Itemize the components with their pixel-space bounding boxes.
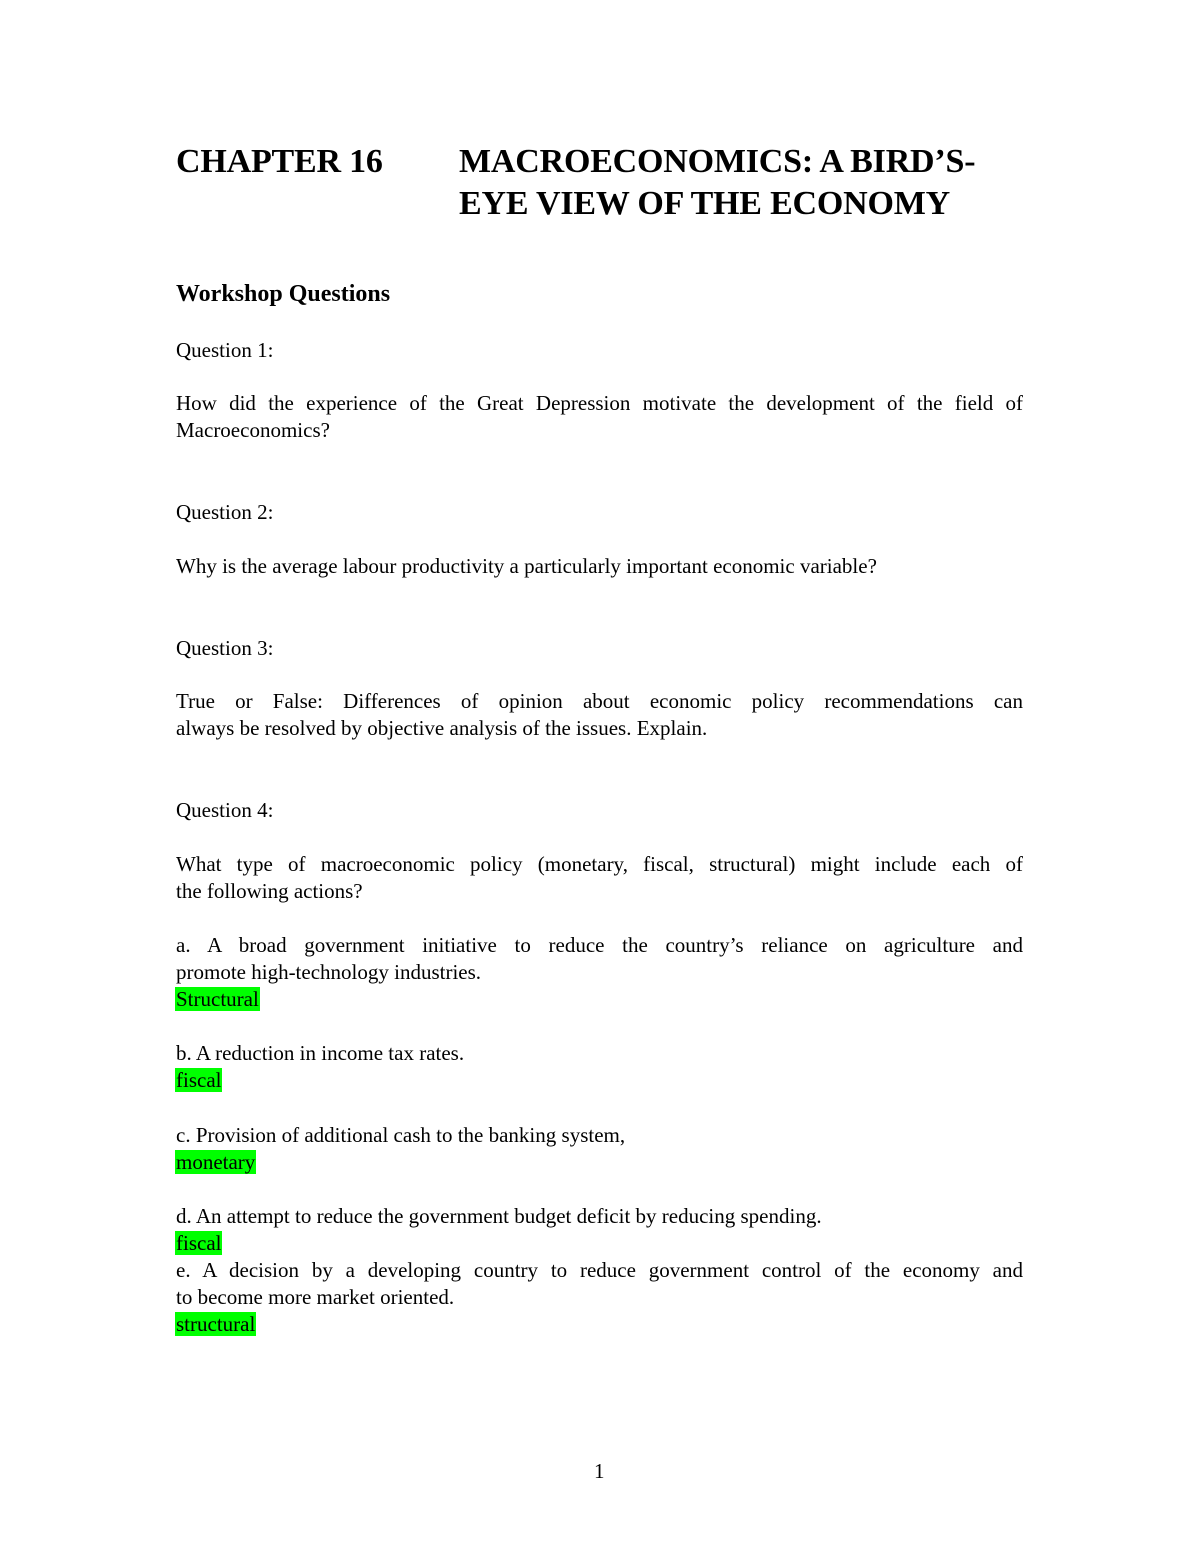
- question-2-label: Question 2:: [176, 500, 274, 524]
- item-e-text-line-1: e. A decision by a developing country to reduce government control of the economy and: [176, 1258, 1023, 1282]
- chapter-title-line-2: EYE VIEW OF THE ECONOMY: [459, 185, 951, 222]
- question-4-label: Question 4:: [176, 798, 274, 822]
- question-1-text-line-2: Macroeconomics?: [176, 418, 330, 442]
- question-3-label: Question 3:: [176, 636, 274, 660]
- item-c-answer: [175, 1149, 256, 1176]
- item-b-answer-highlight: fiscal: [176, 1068, 222, 1092]
- item-c-text-line-1: c. Provision of additional cash to the banking system,: [176, 1123, 626, 1147]
- item-a-answer: [175, 986, 260, 1013]
- chapter-title-line-1: MACROECONOMICS: A BIRD’S-: [459, 143, 976, 180]
- item-e-answer-highlight: structural: [176, 1312, 256, 1336]
- item-d-answer-highlight: fiscal: [176, 1231, 222, 1255]
- item-b-text-line-1: b. A reduction in income tax rates.: [176, 1041, 465, 1065]
- item-a-answer-highlight: Structural: [176, 987, 259, 1011]
- question-4-text-line-2: the following actions?: [176, 879, 363, 903]
- item-d-answer: [175, 1230, 222, 1257]
- item-c-answer-highlight: monetary: [176, 1150, 256, 1174]
- question-3-text-line-1: True or False: Differences of opinion about economic policy recommendations can: [176, 689, 1023, 713]
- item-b-answer: [175, 1067, 222, 1094]
- item-a-text-line-1: a. A broad government initiative to reduce the country’s reliance on agriculture and: [176, 933, 1023, 957]
- question-1-label: Question 1:: [176, 338, 274, 362]
- item-a-text-line-2: promote high-technology industries.: [176, 960, 482, 984]
- question-1-text-line-1: How did the experience of the Great Depression motivate the development of the field of: [176, 391, 1023, 415]
- question-2-text-line-1: Why is the average labour productivity a particularly important economic variable?: [176, 554, 877, 578]
- page-number: 1: [594, 1459, 605, 1483]
- section-heading: Workshop Questions: [176, 281, 391, 307]
- item-e-text-line-2: to become more market oriented.: [176, 1285, 455, 1309]
- question-3-text-line-2: always be resolved by objective analysis of the issues. Explain.: [176, 716, 708, 740]
- chapter-number: CHAPTER 16: [176, 143, 383, 180]
- item-e-answer: [175, 1311, 256, 1338]
- question-4-text-line-1: What type of macroeconomic policy (monetary, fiscal, structural) might include each of: [176, 852, 1023, 876]
- item-d-text-line-1: d. An attempt to reduce the government budget deficit by reducing spending.: [176, 1204, 822, 1228]
